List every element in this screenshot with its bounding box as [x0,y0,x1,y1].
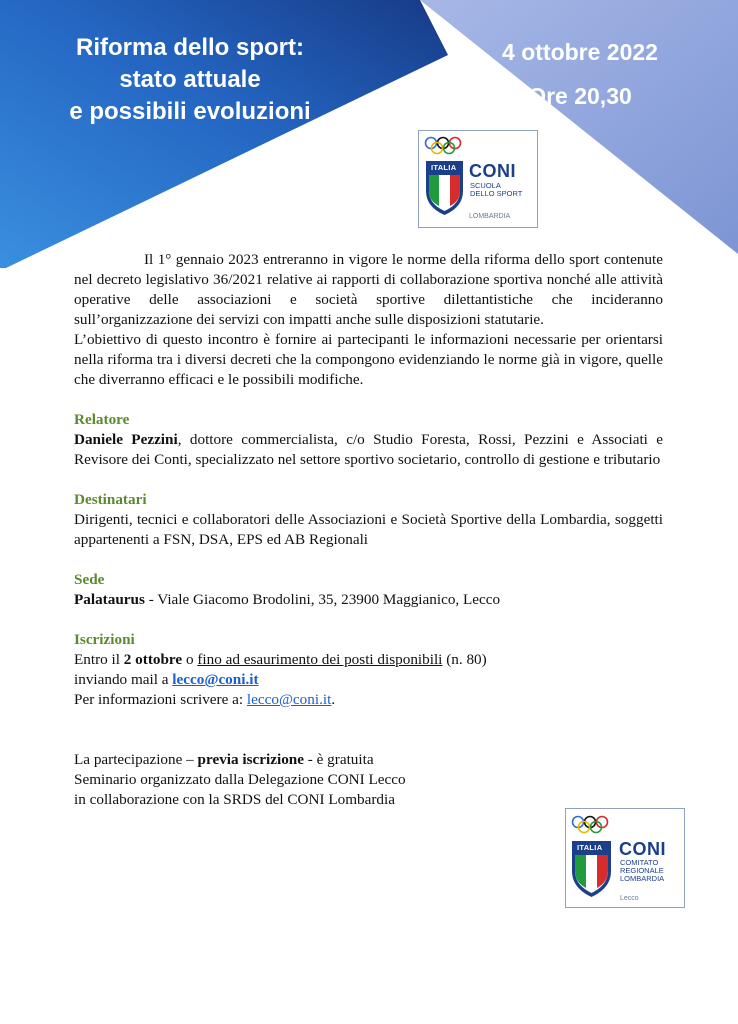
iscrizioni-info [74,690,663,710]
info-end: . [331,691,336,708]
mail-prefix: inviando mail a [74,671,173,688]
intro-paragraph-2: L’obiettivo di questo incontro è fornire ai partecipanti le informazioni necessarie per orientarsi nella riforma tra i diversi decreti che la compongono evidenziando le norme già in vigore, quelle che diverranno efficaci e le possibili modifiche. [74,331,663,388]
info-email-link[interactable]: lecco@coni.it [246,691,332,708]
coni-foot: Lecco [620,895,639,902]
registration-email-link[interactable]: lecco@coni.it [172,671,259,688]
sede-address: - Viale Giacomo Brodolini, 35, 23900 Maggianico, Lecco [144,591,501,608]
event-date: 4 ottobre 2022 [502,39,658,65]
coni-sub-2: REGIONALE [620,866,664,875]
sede-text [74,590,663,610]
coni-sub-3: LOMBARDIA [620,874,665,883]
deadline-seats: (n. 80) [442,651,487,668]
title-line-2: stato attuale [119,66,261,93]
coni-lombardia-logo [565,808,685,908]
event-datetime [470,30,690,118]
coni-scuola-logo [418,130,538,228]
footer-collaboration: in collaborazione con la SRDS del CONI Lombardia [74,791,395,808]
sede-heading: Sede [74,571,105,588]
coni-name: CONI [619,839,666,859]
destinatari-heading: Destinatari [74,491,147,508]
deadline-date: 2 ottobre [123,651,183,668]
intro-paragraph-1: Il 1° gennaio 2023 entreranno in vigore le norme della riforma dello sport contenute nel decreto legislativo 36/2021 relative ai rapporti di collaborazione sportiva nonché alle attività operative delle associazioni e società sportive dilettantistiche che incideranno sull’organizzazione dei servizi con impatti anche sulle disposizioni statutarie. [74,251,663,328]
italia-label: ITALIA [577,843,603,852]
iscrizioni-deadline [74,650,663,670]
title-line-3: e possibili evoluzioni [69,98,311,125]
coni-sub-1: COMITATO [620,858,659,867]
coni-name: CONI [469,161,516,181]
deadline-availability: fino ad esaurimento dei posti disponibili [197,651,443,668]
title-line-1: Riforma dello sport: [75,34,304,61]
event-time: Ore 20,30 [528,83,632,109]
deadline-prefix: Entro il [74,651,124,668]
coni-sub-2: DELLO SPORT [470,189,523,198]
relatore-description: , dottore commercialista, c/o Studio Foresta, Rossi, Pezzini e Associati e Revisore dei Conti, specializzato nel settore sportivo societario, controllo di gestione e tributario [74,431,663,468]
relatore-name: Daniele Pezzini [74,431,178,448]
footer-organizer: Seminario organizzato dalla Delegazione CONI Lecco [74,771,406,788]
deadline-or: o [182,651,198,668]
event-title [40,32,340,128]
italia-label: ITALIA [431,163,457,172]
destinatari-text: Dirigenti, tecnici e collaboratori delle Associazioni e Società Sportive della Lombardia, soggetti appartenenti a FSN, DSA, EPS ed AB Regionali [74,511,663,548]
footer-participation [74,750,663,770]
coni-foot: LOMBARDIA [469,213,511,220]
relatore-text [74,430,663,470]
sede-venue: Palataurus [74,591,145,608]
participation-prefix: La partecipazione – [74,751,198,768]
coni-sub-1: SCUOLA [470,181,501,190]
flyer-body [74,250,663,810]
participation-condition: previa iscrizione [197,751,304,768]
info-prefix: Per informazioni scrivere a: [74,691,247,708]
participation-free: - è gratuita [303,751,374,768]
iscrizioni-heading: Iscrizioni [74,631,135,648]
iscrizioni-mail [74,670,663,690]
relatore-heading: Relatore [74,411,130,428]
